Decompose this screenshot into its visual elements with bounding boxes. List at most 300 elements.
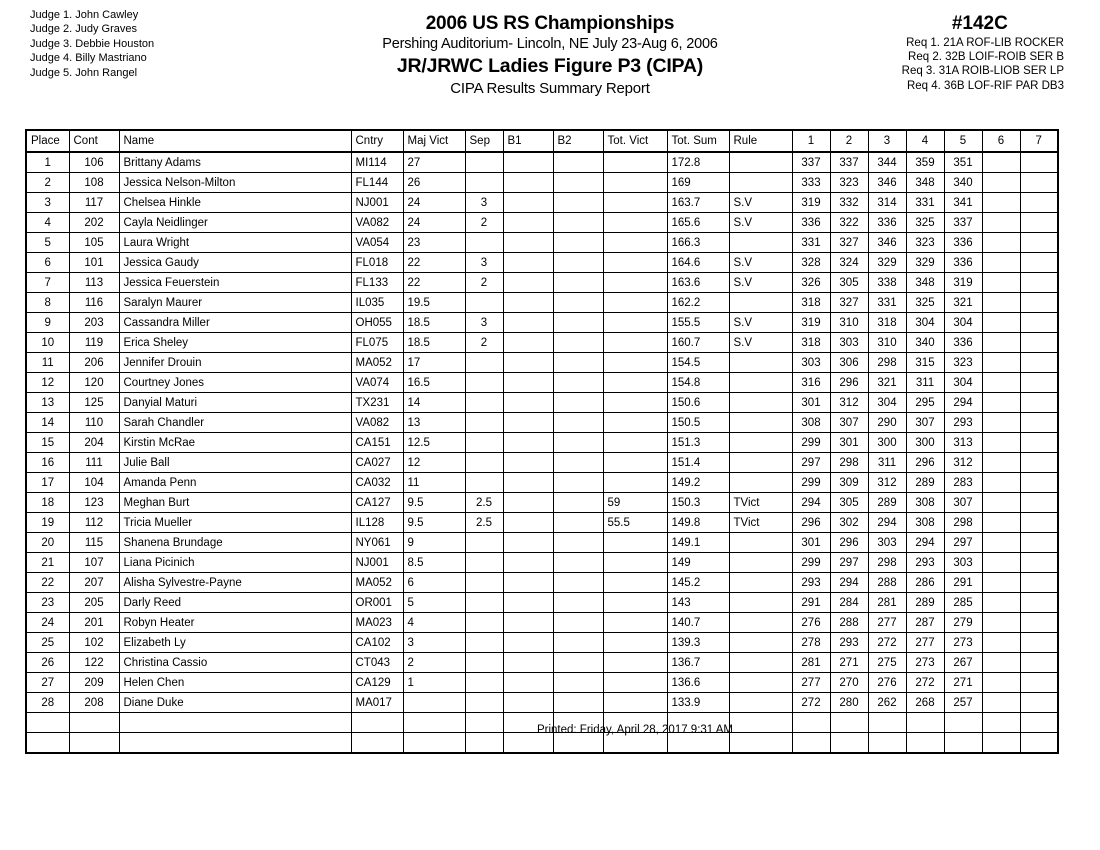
table-row[interactable] [26,293,1058,313]
cell-j7 [1020,493,1058,513]
cell-j3: 346 [868,173,906,193]
cell-cont: 107 [69,553,119,573]
cell-j6 [982,653,1020,673]
cell-maj_vict: 12 [403,453,465,473]
cell-cntry: FL018 [351,253,403,273]
cell-b2 [553,653,603,673]
cell-j3: 300 [868,433,906,453]
column-header-j7[interactable]: 7 [1020,130,1058,152]
cell-cont: 106 [69,152,119,173]
cell-j2: 337 [830,152,868,173]
cell-tot_sum: 145.2 [667,573,729,593]
cell-tot_sum: 136.6 [667,673,729,693]
cell-b1 [503,553,553,573]
cell-cntry: FL144 [351,173,403,193]
cell-j3: 331 [868,293,906,313]
cell-j2: 310 [830,313,868,333]
cell-place: 22 [26,573,69,593]
table-row[interactable] [26,193,1058,213]
table-row[interactable] [26,533,1058,553]
cell-j1: 272 [792,693,830,713]
cell-j5: 294 [944,393,982,413]
cell-j6 [982,152,1020,173]
cell-b2 [553,253,603,273]
cell-sep [465,673,503,693]
cell-j7 [1020,593,1058,613]
cell-j3: 294 [868,513,906,533]
cell-j6 [982,193,1020,213]
cell-b2 [553,313,603,333]
column-header-sep[interactable]: Sep [465,130,503,152]
cell-j2: 293 [830,633,868,653]
cell-maj_vict: 24 [403,193,465,213]
cell-place: 15 [26,433,69,453]
cell-name: Kirstin McRae [119,433,351,453]
column-header-j3[interactable]: 3 [868,130,906,152]
cell-j7 [1020,473,1058,493]
cell-maj_vict: 18.5 [403,333,465,353]
cell-cntry: VA074 [351,373,403,393]
cell-j2: 284 [830,593,868,613]
table-row[interactable] [26,333,1058,353]
cell-sep [465,593,503,613]
cell-sep [465,533,503,553]
table-row[interactable] [26,152,1058,173]
event-title: JR/JRWC Ladies Figure P3 (CIPA) [396,55,704,77]
requirement-line: Req 4. 36B LOF-RIF PAR DB3 [906,79,1064,92]
table-row[interactable] [26,413,1058,433]
cell-j1: 308 [792,413,830,433]
column-header-place[interactable]: Place [26,130,69,152]
cell-place: 27 [26,673,69,693]
table-row[interactable] [26,553,1058,573]
cell-place: 9 [26,313,69,333]
cell-b2 [553,573,603,593]
cell-j2: 307 [830,413,868,433]
column-header-cont[interactable]: Cont [69,130,119,152]
cell-j7 [1020,213,1058,233]
cell-j1: 316 [792,373,830,393]
cell-rule [729,473,792,493]
cell-maj_vict: 14 [403,393,465,413]
cell-sep [465,373,503,393]
cell-tot_vict [603,233,667,253]
table-row[interactable] [26,653,1058,673]
cell-j5: 271 [944,673,982,693]
cell-maj_vict: 22 [403,253,465,273]
cell-j5: 321 [944,293,982,313]
requirements-list [902,36,1064,93]
cell-j2: 302 [830,513,868,533]
cell-j4: 300 [906,433,944,453]
cell-tot_vict [603,353,667,373]
column-header-j2[interactable]: 2 [830,130,868,152]
judge-line: Judge 1. John Cawley [30,9,139,21]
cell-b2 [553,213,603,233]
cell-j7 [1020,353,1058,373]
cell-j5: 336 [944,253,982,273]
column-header-j4[interactable]: 4 [906,130,944,152]
cell-j7 [1020,553,1058,573]
cell-b1 [503,633,553,653]
table-row[interactable] [26,213,1058,233]
cell-j4: 315 [906,353,944,373]
cell-j5: 285 [944,593,982,613]
cell-name: Diane Duke [119,693,351,713]
cell-cntry: IL128 [351,513,403,533]
cell-j6 [982,393,1020,413]
table-row[interactable] [26,353,1058,373]
cell-cntry: CA102 [351,633,403,653]
table-row[interactable] [26,573,1058,593]
cell-maj_vict: 16.5 [403,373,465,393]
cell-cont: 202 [69,213,119,233]
cell-tot_vict [603,633,667,653]
cell-tot_sum: 139.3 [667,633,729,653]
cell-tot_vict [603,653,667,673]
cell-j5: 304 [944,313,982,333]
cell-tot_sum: 155.5 [667,313,729,333]
cell-tot_sum: 165.6 [667,213,729,233]
cell-b1 [503,152,553,173]
cell-rule: S.V [729,273,792,293]
column-header-j6[interactable]: 6 [982,130,1020,152]
cell-rule: TVict [729,513,792,533]
cell-place: 20 [26,533,69,553]
cell-j7 [1020,653,1058,673]
column-header-rule[interactable]: Rule [729,130,792,152]
cell-rule: TVict [729,493,792,513]
cell-b2 [553,453,603,473]
table-row[interactable] [26,453,1058,473]
cell-j2: 296 [830,533,868,553]
cell-b1 [503,673,553,693]
cell-cont: 123 [69,493,119,513]
cell-rule: S.V [729,313,792,333]
cell-j1: 281 [792,653,830,673]
table-header-row [26,130,1058,152]
cell-j5: 257 [944,693,982,713]
cell-j4: 348 [906,173,944,193]
cell-j3: 276 [868,673,906,693]
cell-j1: 337 [792,152,830,173]
cell-rule [729,613,792,633]
cell-j7 [1020,293,1058,313]
cell-j2: 324 [830,253,868,273]
cell-cntry: VA082 [351,413,403,433]
cell-j5: 336 [944,233,982,253]
column-header-b2[interactable]: B2 [553,130,603,152]
cell-b1 [503,513,553,533]
cell-j2: 305 [830,273,868,293]
cell-j2: 270 [830,673,868,693]
cell-j3: 312 [868,473,906,493]
cell-b1 [503,433,553,453]
cell-j3: 338 [868,273,906,293]
cell-place: 4 [26,213,69,233]
cell-j1: 294 [792,493,830,513]
cell-j2: 327 [830,293,868,313]
cell-j5: 312 [944,453,982,473]
cell-b2 [553,373,603,393]
cell-j1: 278 [792,633,830,653]
cell-j7 [1020,193,1058,213]
cell-b1 [503,493,553,513]
cell-j4: 331 [906,193,944,213]
cell-place: 6 [26,253,69,273]
requirement-line: Req 1. 21A ROF-LIB ROCKER [906,37,1064,49]
cell-b2 [553,473,603,493]
cell-b2 [553,193,603,213]
cell-j4: 308 [906,513,944,533]
cell-b1 [503,393,553,413]
cell-maj_vict: 23 [403,233,465,253]
column-header-tot_sum[interactable]: Tot. Sum [667,130,729,152]
cell-tot_vict [603,693,667,713]
table-row[interactable] [26,493,1058,513]
cell-tot_vict [603,613,667,633]
cell-j7 [1020,152,1058,173]
cell-j2: 327 [830,233,868,253]
cell-rule [729,573,792,593]
cell-tot_vict [603,273,667,293]
cell-rule [729,233,792,253]
cell-j2: 271 [830,653,868,673]
cell-sep [465,173,503,193]
cell-place: 21 [26,553,69,573]
cell-cntry: FL075 [351,333,403,353]
cell-cntry: MA052 [351,573,403,593]
cell-j7 [1020,273,1058,293]
cell-b1 [503,193,553,213]
cell-rule [729,673,792,693]
cell-j7 [1020,573,1058,593]
cell-sep [465,433,503,453]
cell-tot_sum: 149.1 [667,533,729,553]
cell-cntry: MA023 [351,613,403,633]
cell-rule [729,173,792,193]
cell-j4: 268 [906,693,944,713]
cell-name: Elizabeth Ly [119,633,351,653]
cell-rule: S.V [729,213,792,233]
cell-j1: 301 [792,393,830,413]
cell-tot_vict [603,193,667,213]
cell-j3: 321 [868,373,906,393]
cell-j7 [1020,413,1058,433]
cell-j5: 303 [944,553,982,573]
table-row[interactable] [26,513,1058,533]
cell-b1 [503,613,553,633]
cell-j1: 328 [792,253,830,273]
cell-name: Laura Wright [119,233,351,253]
column-header-j1[interactable]: 1 [792,130,830,152]
cell-cont: 119 [69,333,119,353]
cell-j4: 294 [906,533,944,553]
column-header-name[interactable]: Name [119,130,351,152]
cell-cntry: CA127 [351,493,403,513]
cell-sep: 2 [465,333,503,353]
cell-place: 17 [26,473,69,493]
cell-j1: 277 [792,673,830,693]
cell-b1 [503,213,553,233]
table-row[interactable] [26,613,1058,633]
cell-maj_vict: 9 [403,533,465,553]
cell-j7 [1020,173,1058,193]
cell-maj_vict: 2 [403,653,465,673]
cell-j7 [1020,533,1058,553]
cell-j4: 359 [906,152,944,173]
column-header-b1[interactable]: B1 [503,130,553,152]
cell-rule [729,373,792,393]
table-row[interactable] [26,253,1058,273]
cell-maj_vict: 4 [403,613,465,633]
cell-place: 11 [26,353,69,373]
cell-j5: 304 [944,373,982,393]
table-row[interactable] [26,593,1058,613]
cell-b2 [553,393,603,413]
table-row[interactable] [26,373,1058,393]
results-table [25,129,1059,754]
cell-j2: 305 [830,493,868,513]
cell-tot_vict [603,293,667,313]
cell-cntry: MA052 [351,353,403,373]
cell-sep [465,353,503,373]
cell-b2 [553,152,603,173]
cell-name: Christina Cassio [119,653,351,673]
table-row[interactable] [26,393,1058,413]
cell-j2: 294 [830,573,868,593]
cell-tot_sum: 154.5 [667,353,729,373]
cell-sep [465,473,503,493]
cell-cont: 111 [69,453,119,473]
cell-cont: 108 [69,173,119,193]
cell-b2 [553,613,603,633]
cell-name: Cayla Neidlinger [119,213,351,233]
cell-tot_sum: 169 [667,173,729,193]
table-row[interactable] [26,313,1058,333]
cell-cont: 208 [69,693,119,713]
cell-maj_vict: 6 [403,573,465,593]
cell-j3: 298 [868,353,906,373]
cell-sep [465,152,503,173]
cell-cntry: FL133 [351,273,403,293]
cell-j7 [1020,253,1058,273]
cell-name: Erica Sheley [119,333,351,353]
cell-j7 [1020,393,1058,413]
cell-sep [465,233,503,253]
column-header-tot_vict[interactable]: Tot. Vict [603,130,667,152]
cell-tot_vict [603,213,667,233]
cell-maj_vict: 9.5 [403,493,465,513]
cell-cntry: VA082 [351,213,403,233]
cell-tot_sum: 151.4 [667,453,729,473]
cell-j5: 336 [944,333,982,353]
cell-j2: 322 [830,213,868,233]
judge-line: Judge 4. Billy Mastriano [30,52,147,65]
cell-j4: 277 [906,633,944,653]
cell-place: 28 [26,693,69,713]
cell-b2 [553,433,603,453]
cell-name: Jessica Nelson-Milton [119,173,351,193]
cell-j6 [982,453,1020,473]
report-subtitle: CIPA Results Summary Report [450,80,650,97]
cell-b2 [553,293,603,313]
cell-j4: 348 [906,273,944,293]
cell-j3: 303 [868,533,906,553]
printed-timestamp: Printed: Friday, April 28, 2017 9:31 AM [536,724,734,736]
table-row[interactable] [26,473,1058,493]
cell-j6 [982,353,1020,373]
cell-name: Saralyn Maurer [119,293,351,313]
cell-maj_vict: 22 [403,273,465,293]
cell-j6 [982,173,1020,193]
cell-rule: S.V [729,193,792,213]
cell-maj_vict: 8.5 [403,553,465,573]
cell-rule [729,633,792,653]
cell-j2: 309 [830,473,868,493]
cell-sep: 2 [465,213,503,233]
table-row[interactable] [26,233,1058,253]
column-header-cntry[interactable]: Cntry [351,130,403,152]
cell-tot_vict [603,413,667,433]
cell-name: Darly Reed [119,593,351,613]
cell-j2: 280 [830,693,868,713]
cell-place: 13 [26,393,69,413]
table-row[interactable] [26,173,1058,193]
cell-b1 [503,333,553,353]
cell-sep: 3 [465,313,503,333]
cell-cntry: NY061 [351,533,403,553]
table-row[interactable] [26,273,1058,293]
table-row[interactable] [26,633,1058,653]
column-header-j5[interactable]: 5 [944,130,982,152]
cell-j1: 318 [792,333,830,353]
cell-j6 [982,313,1020,333]
cell-rule [729,433,792,453]
event-number: #142C [951,13,1008,34]
cell-j3: 346 [868,233,906,253]
table-row[interactable] [26,693,1058,713]
cell-name: Danyial Maturi [119,393,351,413]
cell-j3: 304 [868,393,906,413]
cell-b2 [553,693,603,713]
cell-b1 [503,533,553,553]
cell-name: Tricia Mueller [119,513,351,533]
cell-place: 3 [26,193,69,213]
cell-b2 [553,553,603,573]
table-row[interactable] [26,673,1058,693]
cell-j1: 296 [792,513,830,533]
cell-place: 7 [26,273,69,293]
cell-tot_vict [603,152,667,173]
column-header-maj_vict[interactable]: Maj Vict [403,130,465,152]
table-row[interactable] [26,433,1058,453]
cell-place: 5 [26,233,69,253]
cell-sep: 2.5 [465,493,503,513]
cell-b1 [503,253,553,273]
cell-j5: 291 [944,573,982,593]
cell-b2 [553,413,603,433]
cell-j2: 323 [830,173,868,193]
cell-j5: 313 [944,433,982,453]
judge-line: Judge 2. Judy Graves [30,23,138,36]
cell-cont: 205 [69,593,119,613]
cell-j3: 310 [868,333,906,353]
cell-cont: 204 [69,433,119,453]
cell-sep [465,613,503,633]
cell-place: 19 [26,513,69,533]
cell-b2 [553,173,603,193]
